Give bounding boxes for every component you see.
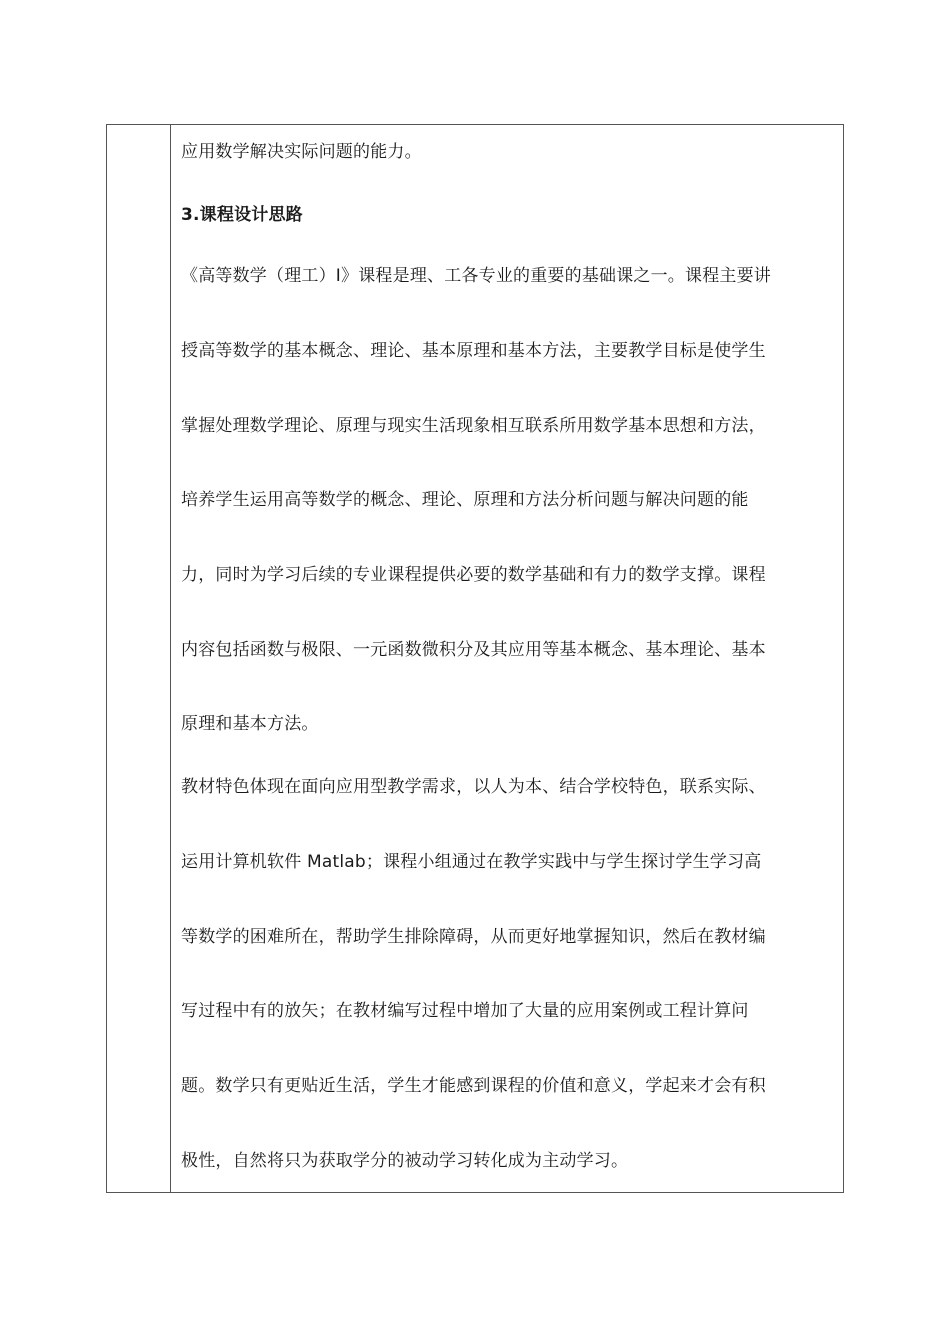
text-line: 授高等数学的基本概念、理论、基本原理和基本方法，主要教学目标是使学生 <box>181 341 766 361</box>
text-line: 力，同时为学习后续的专业课程提供必要的数学基础和有力的数学支撑。课程 <box>181 565 766 585</box>
content-table <box>106 124 844 1193</box>
text-line: 运用计算机软件 Matlab；课程小组通过在教学实践中与学生探讨学生学习高 <box>181 852 762 872</box>
text-line: 写过程中有的放矢；在教材编写过程中增加了大量的应用案例或工程计算问 <box>181 1001 749 1021</box>
text-line: 题。数学只有更贴近生活，学生才能感到课程的价值和意义，学起来才会有积 <box>181 1076 766 1096</box>
text-line: 极性，自然将只为获取学分的被动学习转化成为主动学习。 <box>181 1151 629 1171</box>
text-line: 应用数学解决实际问题的能力。 <box>181 142 422 162</box>
text-line: 掌握处理数学理论、原理与现实生活现象相互联系所用数学基本思想和方法， <box>181 416 766 436</box>
section-heading: 3.课程设计思路 <box>181 205 303 225</box>
text-line: 原理和基本方法。 <box>181 714 319 734</box>
text-line: 教材特色体现在面向应用型教学需求，以人为本、结合学校特色，联系实际、 <box>181 777 766 797</box>
text-line: 内容包括函数与极限、一元函数微积分及其应用等基本概念、基本理论、基本 <box>181 640 766 660</box>
text-line: 《高等数学（理工）I》课程是理、工各专业的重要的基础课之一。课程主要讲 <box>181 266 772 286</box>
text-line: 等数学的困难所在，帮助学生排除障碍，从而更好地掌握知识，然后在教材编 <box>181 927 766 947</box>
table-right-cell <box>171 125 843 1192</box>
table-left-cell <box>107 125 171 1192</box>
text-line: 培养学生运用高等数学的概念、理论、原理和方法分析问题与解决问题的能 <box>181 490 749 510</box>
